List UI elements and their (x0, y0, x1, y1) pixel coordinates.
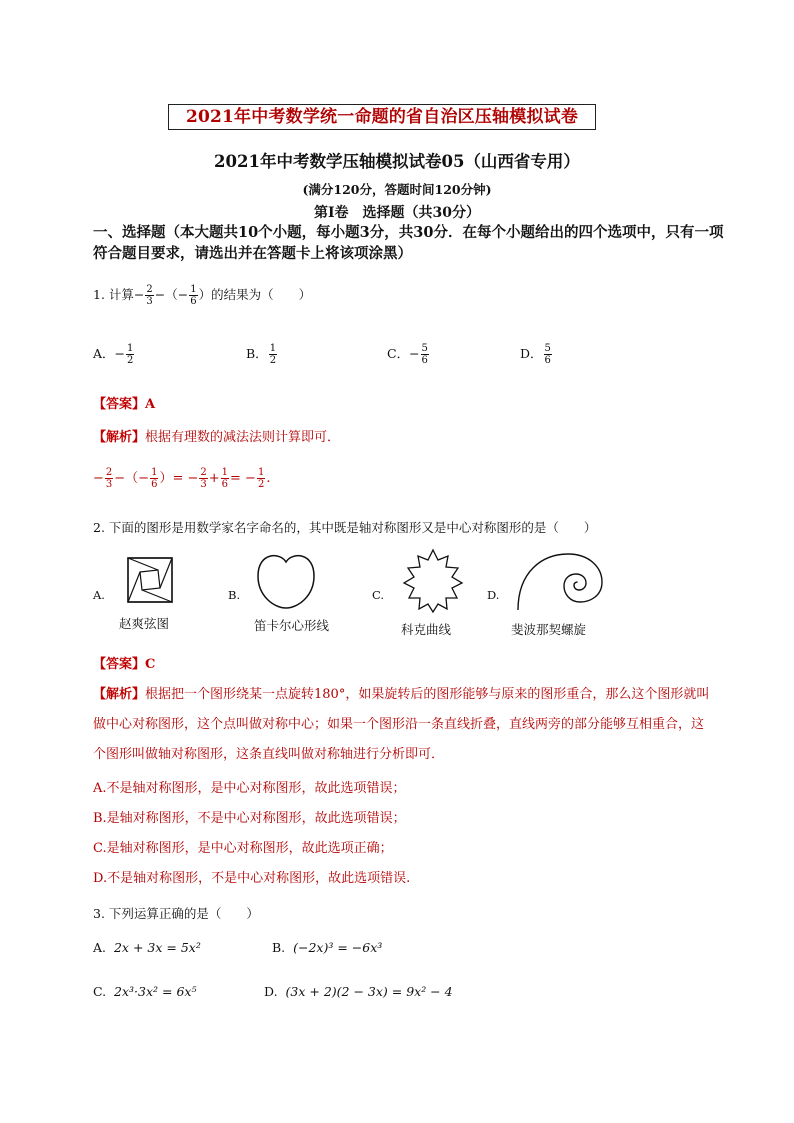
q3-option-c[interactable]: C. 2x³·3x² = 6x⁵ (93, 984, 197, 999)
q2-figure-c-letter[interactable]: C. (372, 588, 385, 602)
question-2: 2. 下面的图形是用数学家名字命名的，其中既是轴对称图形又是中心对称图形的是（ ） (93, 520, 597, 535)
koch-snowflake-icon (400, 548, 466, 614)
q1-analysis: 【解析】根据有理数的减法法则计算即可． (93, 430, 341, 445)
q1-answer: 【答案】A (93, 397, 156, 412)
analysis-line: A.不是轴对称图形，是中心对称图形，故此选项错误； (93, 781, 406, 796)
q2-figure-b-caption: 笛卡尔心形线 (254, 618, 330, 633)
q3-option-d[interactable]: D. (3x + 2)(2 − 3x) = 9x² − 4 (264, 984, 453, 999)
q2-figure-b-letter[interactable]: B. (228, 588, 241, 602)
analysis-line: C.是轴对称图形，是中心对称图形，故此选项正确； (93, 841, 393, 856)
question-1: 1. 计算− $\frac{2}{3}$ −（− $\frac{1}{6}$ ）的结果为（ ） (93, 284, 312, 307)
q2-figure-a-letter[interactable]: A. (93, 588, 105, 602)
q2-figure-d-letter[interactable]: D. (487, 588, 500, 602)
q1-calculation: − $\frac{2}{3}$ −（− $\frac{1}{6}$ ）= − $\frac{2}{3}$ + $\frac{1}{6}$ = − $\frac{1}{2}$ . (93, 467, 271, 490)
section-instruction: 一、选择题（本大题共10个小题，每小题3分，共30分．在每个小题给出的四个选项中，只有一项符合题目要求，请选出并在答题卡上将该项涂黑） (93, 224, 724, 262)
cardioid-curve-icon (254, 550, 318, 610)
question-3: 3. 下列运算正确的是（ ） (93, 906, 259, 921)
q2-figure-c-caption: 科克曲线 (401, 622, 452, 637)
q2-figure-d-caption: 斐波那契螺旋 (511, 622, 587, 637)
q2-analysis-lines (93, 774, 713, 894)
zhao-shuang-diagram-icon (126, 556, 174, 604)
q2-analysis: 【解析】根据把一个图形绕某一点旋转180°，如果旋转后的图形能够与原来的图形重合，那么这个图形就叫做中心对称图形，这个点叫做对称中心；如果一个图形沿一条直线折叠，直线两旁的部分能够互相重合，这个图形叫做轴对称图形，这条直线叫做对称轴进行分析即可． (93, 687, 710, 762)
analysis-line: D.不是轴对称图形，不是中心对称图形，故此选项错误. (93, 871, 411, 886)
q1-option-a[interactable]: A．− $\frac{1}{2}$ (93, 343, 134, 366)
q1-option-c[interactable]: C．− $\frac{5}{6}$ (387, 343, 428, 366)
fraction: $\frac{1}{6}$ (190, 284, 197, 307)
q1-option-d[interactable]: D． $\frac{5}{6}$ (520, 343, 551, 366)
analysis-line: B.是轴对称图形，不是中心对称图形，故此选项错误； (93, 811, 406, 826)
q2-figure-a-caption: 赵爽弦图 (119, 616, 170, 631)
series-banner: 2021年中考数学统一命题的省自治区压轴模拟试卷 (168, 104, 596, 130)
exam-subtitle: (满分120分，答题时间120分钟) (302, 182, 492, 197)
fibonacci-spiral-icon (512, 550, 606, 614)
q3-option-b[interactable]: B. (−2x)³ = −6x³ (272, 940, 383, 955)
q2-answer: 【答案】C (93, 657, 156, 672)
section-heading: 第Ⅰ卷 选择题（共30分） (313, 205, 481, 221)
fraction: $\frac{2}{3}$ (146, 284, 153, 307)
q3-option-a[interactable]: A. 2x + 3x = 5x² (93, 940, 201, 955)
q1-option-b[interactable]: B． $\frac{1}{2}$ (246, 343, 277, 366)
exam-title: 2021年中考数学压轴模拟试卷05（山西省专用） (214, 152, 580, 171)
